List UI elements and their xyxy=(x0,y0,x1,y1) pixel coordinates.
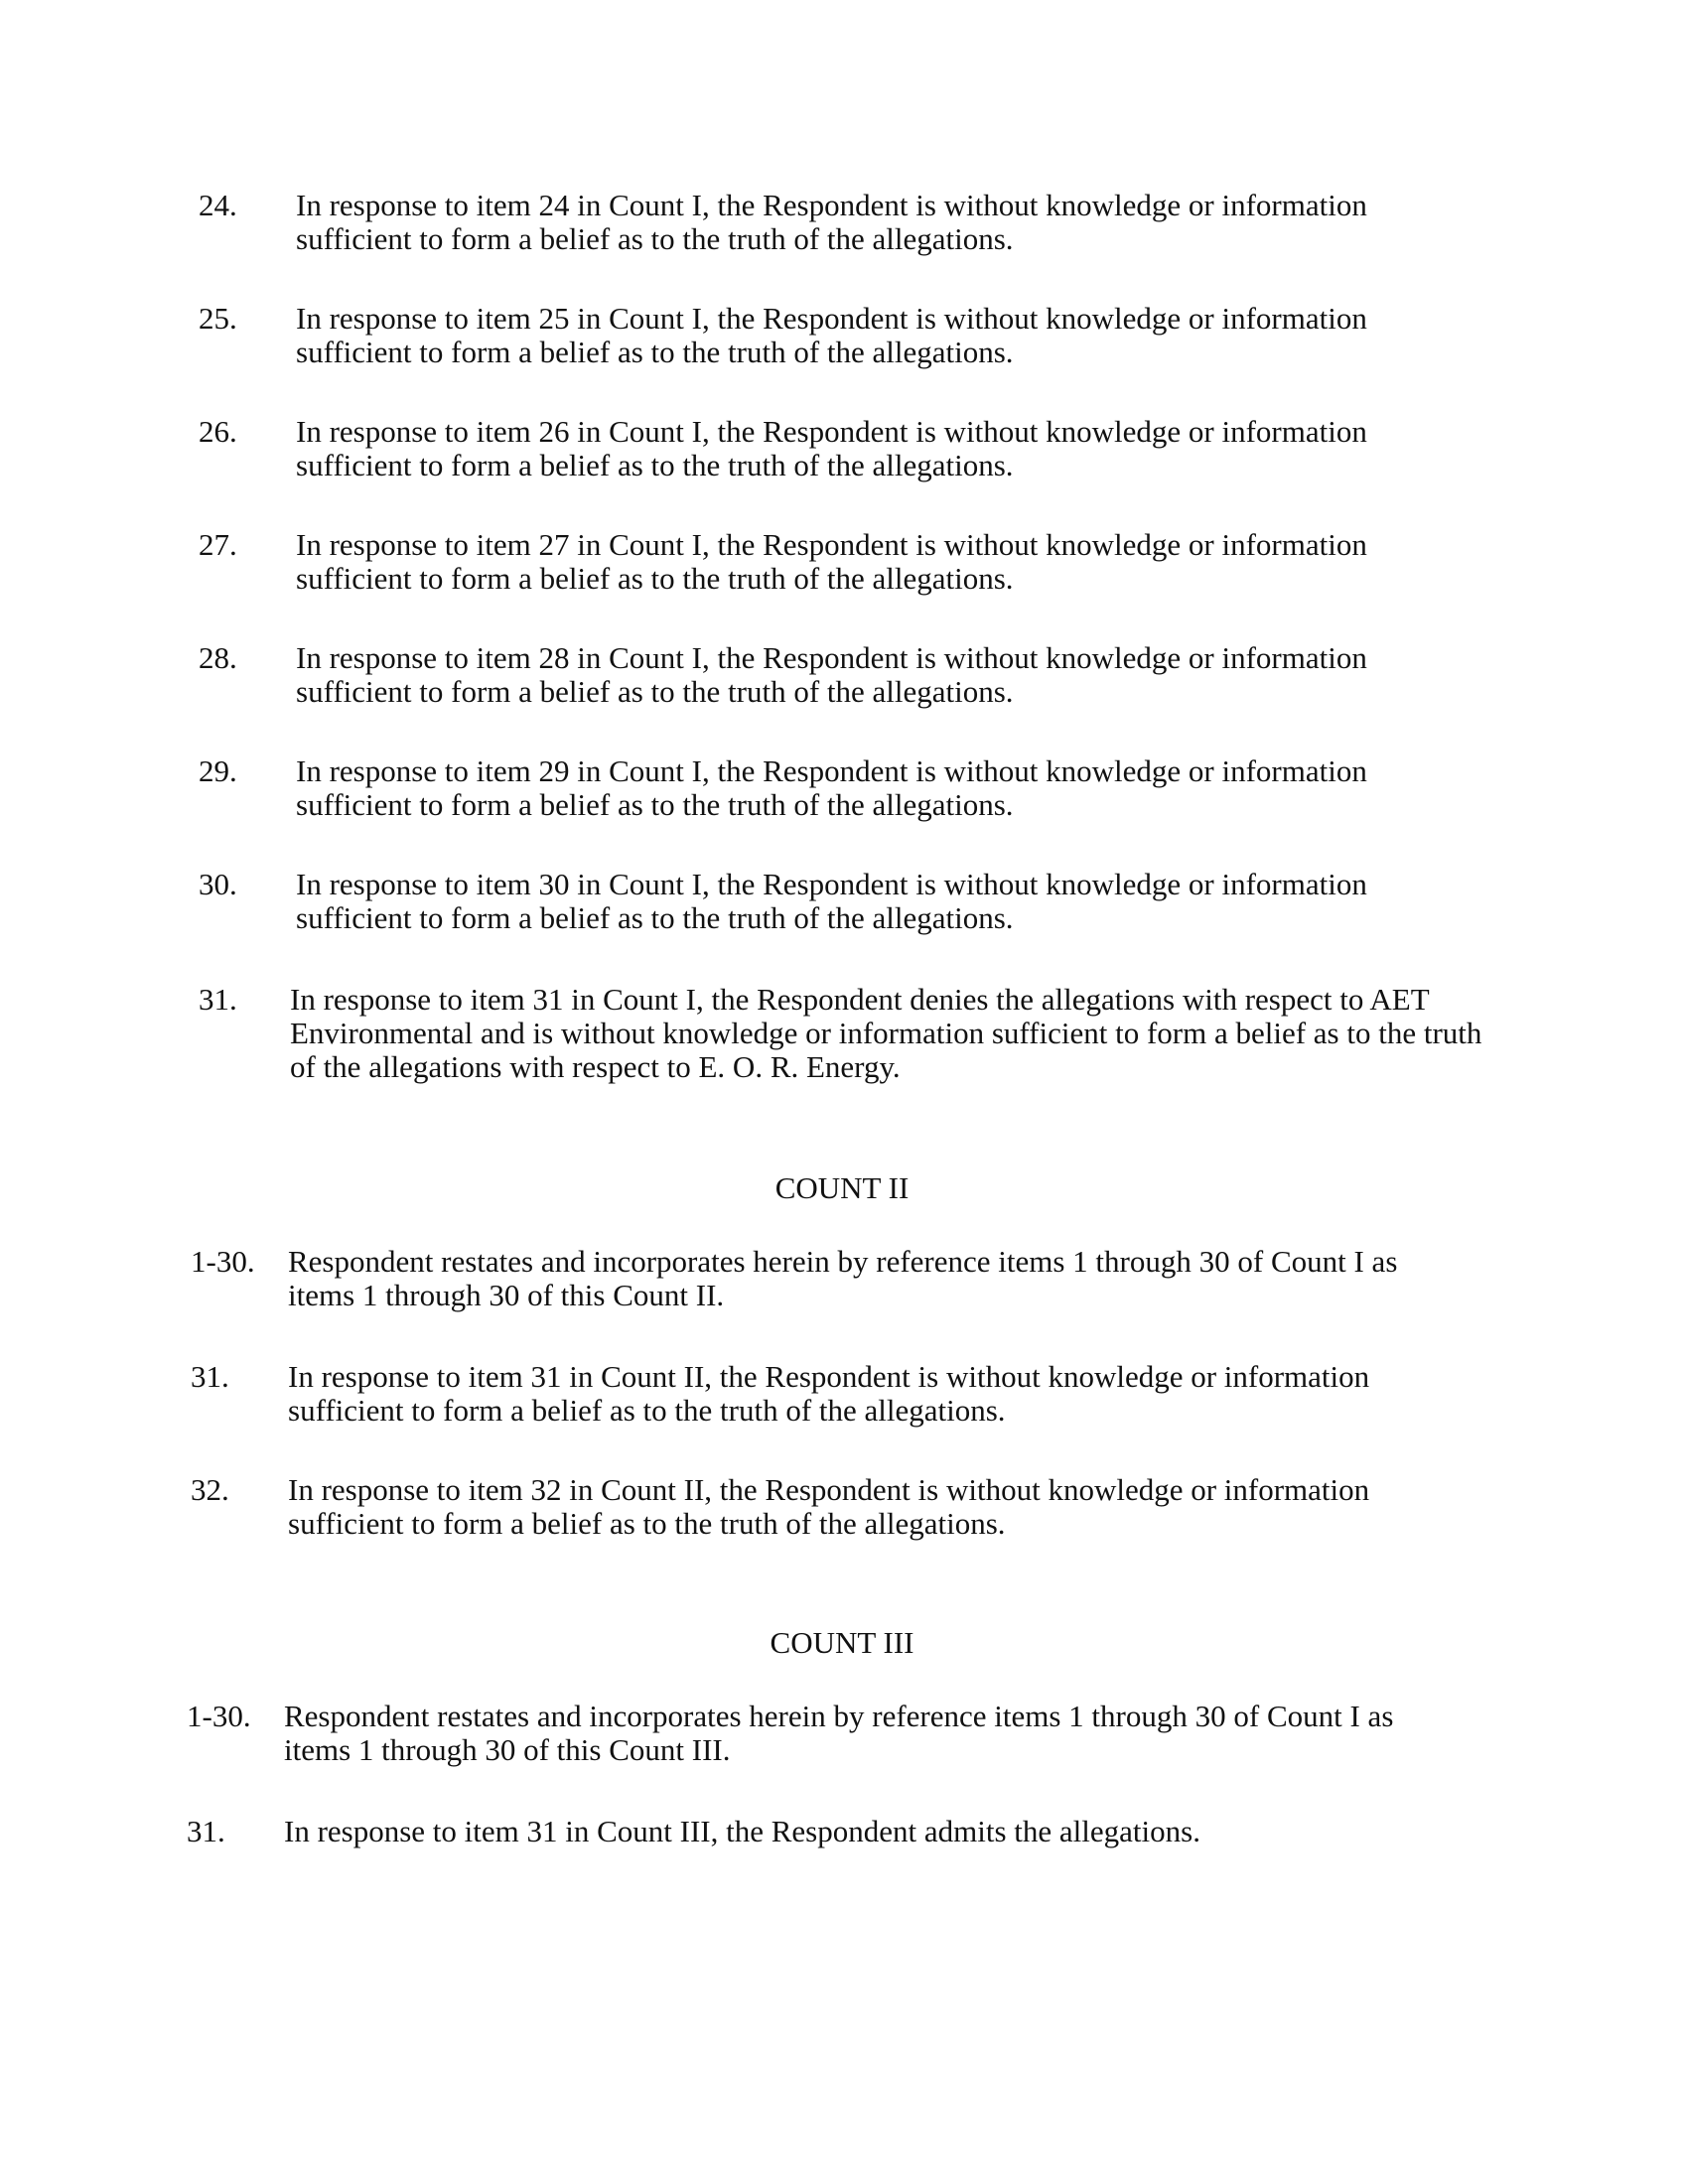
item-number: 31. xyxy=(191,1359,229,1394)
item-text: In response to item 31 in Count I, the Respondent denies the allegations with respect to AET Environmental and is without knowledge or information sufficient to form a belief as to the truth of the allegations with respect to E. O. R. Energy. xyxy=(290,982,1482,1084)
item-number: 26. xyxy=(199,414,237,449)
item-text: In response to item 31 in Count III, the Respondent admits the allegations. xyxy=(284,1814,1200,1848)
item-text: In response to item 30 in Count I, the Respondent is without knowledge or information sufficient to form a belief as to the truth of the allegations. xyxy=(296,867,1367,935)
item-text: In response to item 32 in Count II, the Respondent is without knowledge or information sufficient to form a belief as to the truth of the allegations. xyxy=(288,1472,1370,1541)
item-number: 1-30. xyxy=(191,1244,255,1279)
item-number: 31. xyxy=(187,1814,225,1848)
count-ii-heading: COUNT II xyxy=(774,1170,910,1205)
item-text: In response to item 25 in Count I, the Respondent is without knowledge or information sufficient to form a belief as to the truth of the allegations. xyxy=(296,301,1367,369)
item-number: 32. xyxy=(191,1472,229,1507)
item-text: In response to item 24 in Count I, the Respondent is without knowledge or information sufficient to form a belief as to the truth of the allegations. xyxy=(296,188,1367,256)
item-text: In response to item 28 in Count I, the Respondent is without knowledge or information sufficient to form a belief as to the truth of the allegations. xyxy=(296,640,1367,709)
item-number: 30. xyxy=(199,867,237,901)
item-text: In response to item 29 in Count I, the Respondent is without knowledge or information sufficient to form a belief as to the truth of the allegations. xyxy=(296,753,1367,822)
item-number: 25. xyxy=(199,301,237,336)
item-number: 24. xyxy=(199,188,237,222)
item-number: 27. xyxy=(199,527,237,562)
item-number: 28. xyxy=(199,640,237,675)
item-text: Respondent restates and incorporates herein by reference items 1 through 30 of Count I as items 1 through 30 of this Count II. xyxy=(288,1244,1398,1312)
item-text: In response to item 31 in Count II, the Respondent is without knowledge or information sufficient to form a belief as to the truth of the allegations. xyxy=(288,1359,1370,1428)
item-number: 1-30. xyxy=(187,1699,251,1733)
count-iii-heading: COUNT III xyxy=(770,1625,914,1660)
item-text: In response to item 26 in Count I, the Respondent is without knowledge or information sufficient to form a belief as to the truth of the allegations. xyxy=(296,414,1367,482)
item-number: 31. xyxy=(199,982,237,1017)
item-text: Respondent restates and incorporates herein by reference items 1 through 30 of Count I as items 1 through 30 of this Count III. xyxy=(284,1699,1394,1767)
item-text: In response to item 27 in Count I, the Respondent is without knowledge or information sufficient to form a belief as to the truth of the allegations. xyxy=(296,527,1367,596)
item-number: 29. xyxy=(199,753,237,788)
